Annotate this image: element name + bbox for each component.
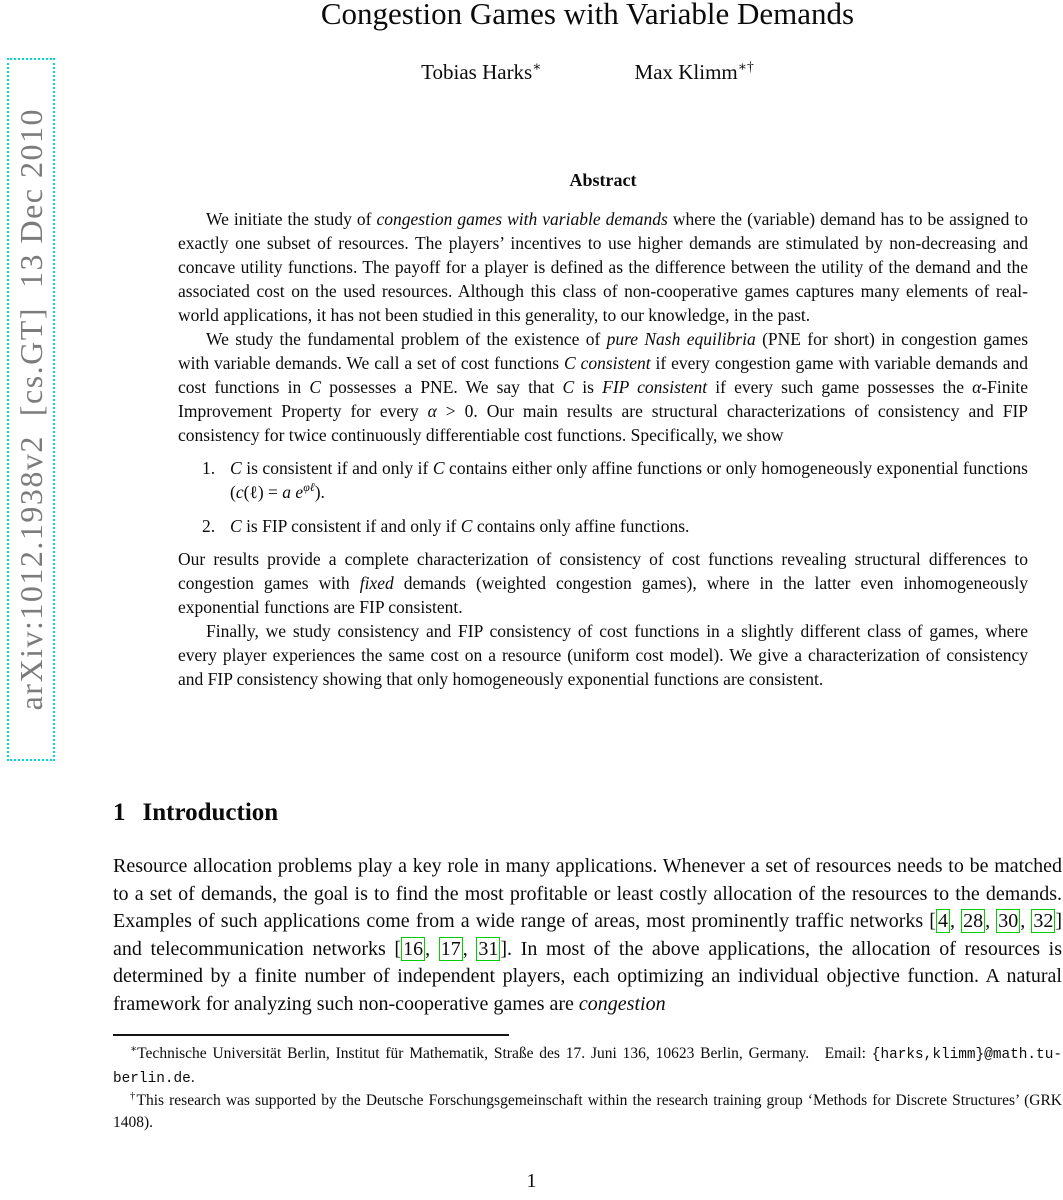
author-1-footnote-marks: ∗: [532, 59, 542, 74]
footnote-2: [113, 1090, 1062, 1133]
list-item-1-text: [230, 458, 1028, 502]
footnote-rule: [113, 1034, 509, 1036]
text-run: Technische Universität Berlin, Institut für Mathematik, Straße des 17. Juni 136, 10623 Berlin, Germany. Email:: [137, 1045, 872, 1062]
citation-link[interactable]: 17: [440, 937, 461, 960]
abstract-paragraph-1: [178, 207, 1028, 327]
text-run: a e: [282, 482, 304, 502]
list-item-1-number: 1.: [202, 458, 216, 478]
citation-link[interactable]: 16: [403, 937, 424, 960]
text-run: {harks,klimm}@math.tu-berlin.de: [113, 1047, 1062, 1087]
text-run: C: [230, 458, 242, 478]
text-run: Finally, we study consistency and FIP consistency of cost functions in a slightly different class of games, where every player experiences the same cost on a resource (uniform cost model). We give a characterization of consistency and FIP consistency showing that only homogeneously exponential functions are consistent.: [178, 621, 1028, 689]
text-run: Our results provide a complete characterization of consistency of cost functions revealing structural differences to congestion games with: [178, 549, 1028, 593]
text-run: We study the fundamental problem of the existence of: [206, 329, 607, 349]
citation-link[interactable]: 32: [1033, 910, 1054, 933]
list-item-2: [202, 514, 1028, 538]
section-number: 1: [113, 799, 126, 826]
paper-title: Congestion Games with Variable Demands: [320, 0, 855, 31]
text-run: pure Nash equilibria: [606, 329, 756, 349]
text-run: -Finite Improvement Property for every: [178, 377, 1028, 421]
text-run: Resource allocation problems play a key role in many applications. Whenever a set of resources needs to be matched to a set of demands, the goal is to find the most profitable or least costly allocation of the resources to the demands. Examples of such applications come from a wide range of areas, most prominently traffic networks [: [113, 855, 1062, 933]
author-1: [421, 60, 541, 85]
text-run: ∗: [130, 1043, 138, 1055]
text-run: ,: [985, 910, 997, 933]
text-run: contains either only affine functions or only homogeneously exponential functions (: [230, 458, 1028, 502]
text-run: ,: [425, 937, 439, 960]
abstract-section: [178, 170, 1028, 691]
citation-link[interactable]: 28: [963, 910, 984, 933]
text-run: This research was supported by the Deutsche Forschungsgemeinschaft within the research training group ‘Methods for Discrete Structures’ (GRK 1408).: [113, 1092, 1063, 1131]
text-run: ,: [949, 910, 962, 933]
footnote-1: [113, 1043, 1062, 1090]
text-run: ).: [314, 482, 325, 502]
author-2-footnote-marks: ∗†: [737, 59, 754, 74]
text-run: C: [309, 377, 322, 397]
citation-link[interactable]: 4: [937, 910, 948, 933]
intro-paragraph: [113, 853, 1062, 1019]
citation-link[interactable]: 30: [998, 910, 1019, 933]
page-number: 1: [526, 1170, 537, 1192]
text-run: demands (weighted congestion games), where in the latter even inhomogeneously exponential functions are FIP consistent.: [178, 573, 1028, 617]
text-run: if every such game possesses the: [707, 377, 973, 397]
text-run: ] and telecommunication networks [: [113, 910, 1063, 960]
section-heading: [113, 797, 1062, 829]
text-run: FIP consistent: [602, 377, 708, 397]
text-run: ,: [462, 937, 477, 960]
citation-link[interactable]: 31: [478, 937, 499, 960]
text-run: .: [190, 1068, 195, 1086]
text-run: C: [563, 353, 576, 373]
text-run: possesses a PNE. We say that: [321, 377, 563, 397]
abstract-paragraph-2: [178, 327, 1028, 447]
list-item-1: [202, 456, 1028, 504]
text-run: (ℓ) =: [243, 482, 283, 502]
text-run: is: [574, 377, 603, 397]
list-item-2-text: [230, 516, 689, 536]
author-1-name: Tobias Harks: [421, 60, 533, 84]
text-run: consistent: [580, 353, 651, 373]
text-run: C: [562, 377, 575, 397]
authors-row: [113, 60, 1062, 85]
text-run: c: [235, 482, 244, 502]
text-run: is consistent if and only if: [241, 458, 433, 478]
text-run: ]. In most of the above applications, the allocation of resources is determined by a finite number of independent players, each optimizing an individual objective function. A natural framework for analyzing such non-cooperative games are: [113, 937, 1063, 1015]
author-2: [635, 60, 754, 85]
footnotes-block: [113, 1034, 1062, 1133]
arxiv-watermark: [7, 58, 55, 761]
arxiv-watermark-text: arXiv:1012.1938v2 [cs.GT] 13 Dec 2010: [12, 108, 49, 711]
text-run: We initiate the study of: [206, 209, 377, 229]
text-run: congestion games with variable demands: [376, 209, 668, 229]
text-run: C: [432, 458, 445, 478]
text-run: if every congestion game with variable demands and cost functions in: [178, 353, 1028, 397]
text-run: ,: [1020, 910, 1032, 933]
text-run: contains only affine functions.: [472, 516, 690, 536]
text-run: > 0. Our main results are structural characterizations of consistency and FIP consistency for twice continuously differentiable cost functions. Specifically, we show: [178, 401, 1028, 445]
text-run: α: [427, 401, 437, 421]
text-run: φℓ: [303, 480, 315, 495]
list-item-2-number: 2.: [202, 516, 216, 536]
text-run: (PNE for short) in congestion games with variable demands. We call a set of cost functions: [178, 329, 1029, 373]
text-run: C: [230, 516, 242, 536]
text-run: †: [130, 1090, 137, 1102]
text-run: fixed: [359, 573, 394, 593]
text-run: where the (variable) demand has to be assigned to exactly one subset of resources. The players’ incentives to use higher demands are stimulated by non-decreasing and concave utility functions. The payoff for a player is defined as the difference between the utility of the demand and the associated cost on the used resources. Although this class of non-cooperative games captures many elements of real-world applications, it has not been studied in this generality, to our knowledge, in the past.: [178, 209, 1029, 325]
introduction-section: [113, 797, 1062, 1019]
abstract-paragraph-4: [178, 619, 1028, 691]
text-run: congestion: [578, 992, 666, 1015]
abstract-enumerate: [178, 456, 1028, 538]
text-run: is FIP consistent if and only if: [241, 516, 461, 536]
text-run: C: [460, 516, 473, 536]
abstract-heading: Abstract: [569, 170, 637, 190]
author-2-name: Max Klimm: [634, 60, 738, 84]
section-title: Introduction: [142, 799, 279, 826]
text-run: α: [972, 377, 982, 397]
abstract-paragraph-3: [178, 547, 1028, 619]
